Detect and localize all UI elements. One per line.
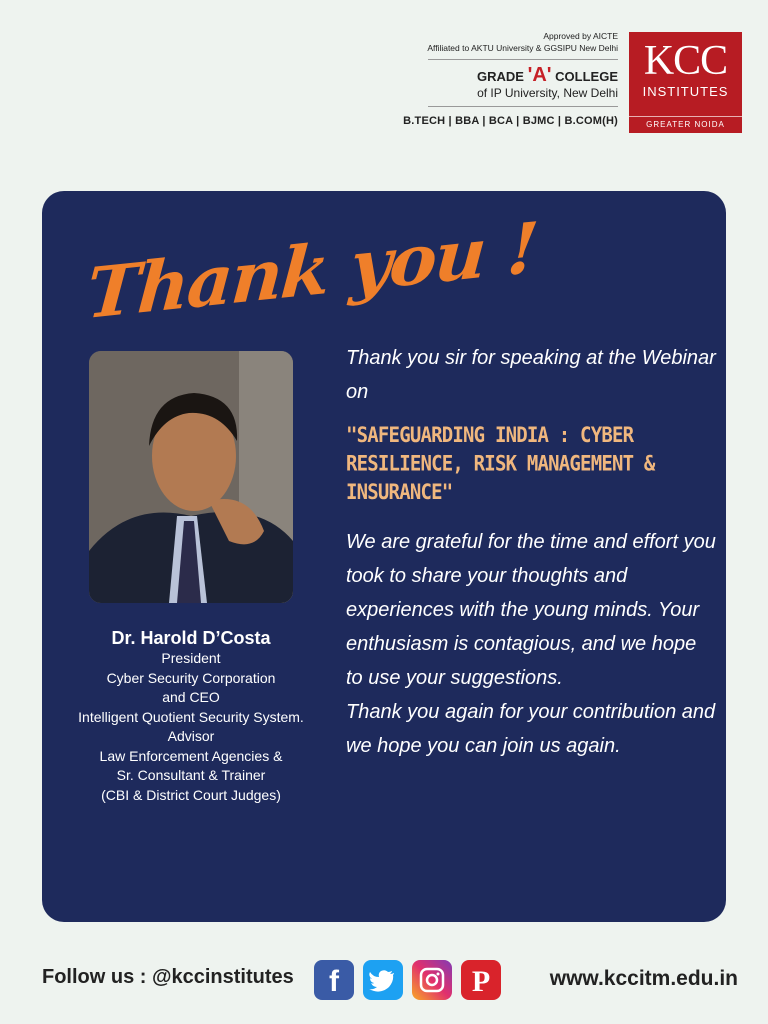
divider [428, 59, 618, 60]
ip-university-text: of IP University, New Delhi [477, 86, 618, 100]
speaker-info [42, 627, 340, 805]
speaker-name: Dr. Harold D’Costa [111, 628, 271, 648]
thank-you-heading: Thank you ! [84, 206, 540, 335]
speaker-role: Intelligent Quotient Security System. [78, 708, 304, 725]
affiliated-text: Affiliated to AKTU University & GGSIPU New Delhi [427, 43, 618, 53]
logo-location: GREATER NOIDA [629, 116, 742, 133]
grade-prefix: GRADE [476, 69, 524, 84]
twitter-icon[interactable] [363, 960, 403, 1000]
grade-suffix: COLLEGE [555, 69, 618, 84]
kcc-logo [629, 32, 742, 133]
thank-you-card [42, 191, 726, 922]
website-link[interactable]: www.kccitm.edu.in [549, 967, 738, 990]
speaker-role: Sr. Consultant & Trainer [116, 767, 266, 783]
speaker-role: and CEO [162, 689, 220, 705]
speaker-role: President [161, 650, 221, 666]
body-text: We are grateful for the time and effort you took to share your thoughts and experiences with the young minds. Your enthusiasm is contagious, and we hope to use your suggestions. [346, 531, 716, 689]
message-block [346, 341, 716, 763]
speaker-role: Law Enforcement Agencies & [99, 747, 283, 764]
accreditation-block [358, 30, 618, 127]
grade-letter: 'A' [527, 64, 552, 86]
speaker-role: (CBI & District Court Judges) [101, 786, 281, 803]
approved-text: Approved by AICTE [543, 31, 618, 41]
speaker-role: Cyber Security Corporation [106, 669, 276, 686]
closing-text: Thank you again for your contribution and we hope you can join us again. [346, 701, 716, 757]
follow-us-text: Follow us : @kccinstitutes [42, 966, 294, 988]
divider [428, 106, 618, 107]
facebook-icon[interactable]: f [314, 960, 354, 1000]
pinterest-icon[interactable]: P [461, 960, 501, 1000]
speaker-role: Advisor [167, 728, 215, 744]
logo-subtitle: INSTITUTES [642, 84, 729, 99]
intro-text: Thank you sir for speaking at the Webinar on [346, 347, 716, 403]
courses-list: B.TECH | BBA | BCA | BJMC | B.COM(H) [403, 115, 618, 127]
logo-name: KCC [643, 38, 728, 84]
speaker-photo [89, 351, 293, 603]
instagram-icon[interactable] [412, 960, 452, 1000]
webinar-title: "SAFEGUARDING INDIA : CYBER RESILIENCE, RISK MANAGEMENT & INSURANCE" [346, 423, 655, 505]
grade-line [358, 66, 618, 86]
